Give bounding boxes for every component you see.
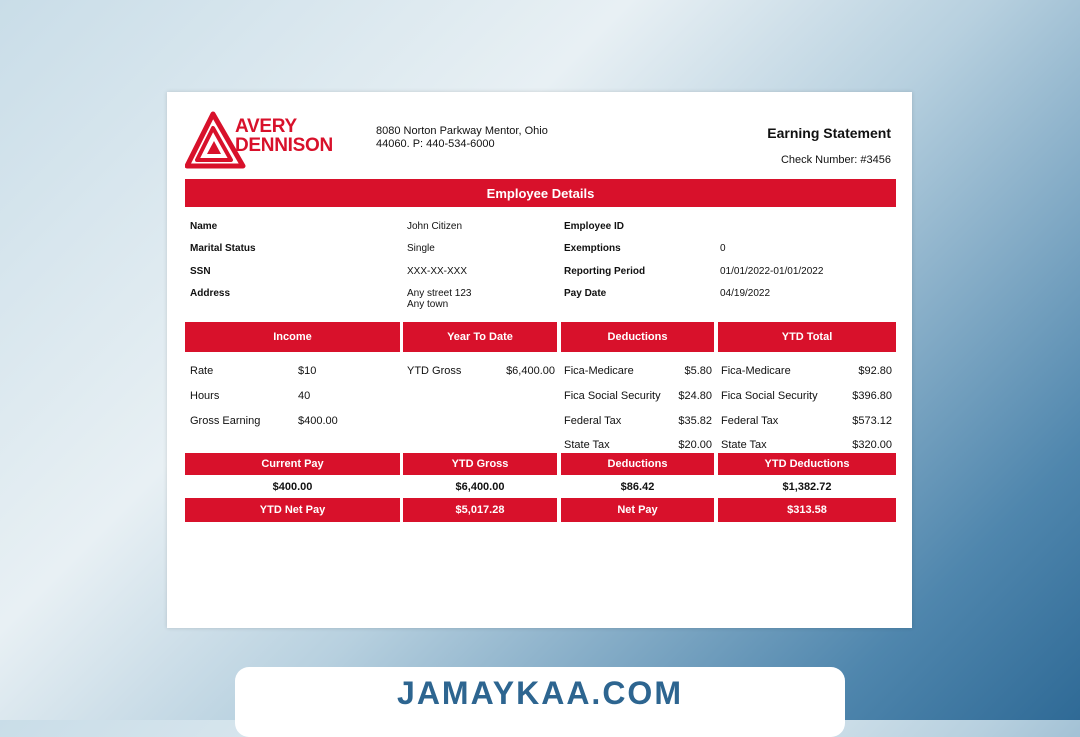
ssn-label: SSN — [190, 266, 211, 277]
ytd-net-pay-value: $5,017.28 — [403, 498, 557, 522]
income-hours-label: Hours — [190, 390, 220, 402]
address-value — [407, 288, 471, 310]
ytd-total-ss-label: Fica Social Security — [721, 390, 818, 402]
ytd-total-medicare-label: Fica-Medicare — [721, 365, 791, 377]
ytd-total-federal-label: Federal Tax — [721, 415, 779, 427]
ytd-header: Year To Date — [403, 322, 557, 352]
deduction-state-value: $20.00 — [678, 439, 712, 451]
income-gross-label: Gross Earning — [190, 415, 261, 427]
net-pay-value: $313.58 — [718, 498, 896, 522]
deductions-header: Deductions — [561, 322, 714, 352]
ytd-total-ss-value: $396.80 — [852, 390, 892, 402]
logo-line2: DENNISON — [235, 135, 333, 156]
current-pay-value: $400.00 — [272, 481, 313, 493]
paydate-value: 04/19/2022 — [720, 288, 771, 299]
marital-value: Single — [407, 243, 435, 254]
ytd-gross-header: YTD Gross — [403, 453, 557, 475]
pay-stub — [167, 92, 912, 628]
company-logo-text — [235, 118, 333, 156]
deduction-federal-value: $35.82 — [678, 415, 712, 427]
address-line2: 44060. P: 440-534-6000 — [376, 138, 495, 150]
net-pay-header: Net Pay — [561, 498, 714, 522]
watermark-banner — [235, 667, 845, 737]
income-rate-label: Rate — [190, 365, 214, 377]
company-address — [376, 125, 548, 151]
deduction-medicare-value: $5.80 — [684, 365, 712, 377]
income-header: Income — [185, 322, 400, 352]
name-label: Name — [190, 221, 218, 232]
paydate-label: Pay Date — [564, 288, 607, 299]
deduction-state-label: State Tax — [564, 439, 610, 451]
address-label: Address — [190, 288, 231, 299]
deduction-ss-label: Fica Social Security — [564, 390, 661, 402]
ytd-total-state-value: $320.00 — [852, 439, 892, 451]
employee-details-header: Employee Details — [185, 179, 896, 207]
site-name: JAMAYKAA.COM — [397, 675, 683, 711]
ytd-total-federal-value: $573.12 — [852, 415, 892, 427]
current-pay-header: Current Pay — [185, 453, 400, 475]
address-value-line2: Any town — [407, 299, 449, 310]
exemptions-label: Exemptions — [564, 243, 621, 254]
ssn-value: XXX-XX-XXX — [407, 266, 468, 277]
employee-id-label: Employee ID — [564, 221, 625, 232]
name-value: John Citizen — [407, 221, 463, 232]
ytd-deductions-header: YTD Deductions — [718, 453, 896, 475]
income-hours-value: 40 — [298, 390, 311, 402]
income-rate-value: $10 — [298, 365, 317, 377]
ytd-gross-value: $6,400.00 — [506, 365, 555, 377]
ytd-gross-label: YTD Gross — [407, 365, 462, 377]
ytd-deductions-value: $1,382.72 — [782, 481, 832, 493]
summary-deductions-value: $86.42 — [620, 481, 655, 493]
ytd-gross-total-value: $6,400.00 — [455, 481, 505, 493]
period-label: Reporting Period — [564, 266, 646, 277]
check-number: Check Number: #3456 — [780, 154, 891, 166]
address-value-line1: Any street 123 — [407, 288, 472, 299]
deduction-medicare-label: Fica-Medicare — [564, 365, 634, 377]
address-line1: 8080 Norton Parkway Mentor, Ohio — [376, 125, 548, 137]
marital-label: Marital Status — [190, 243, 256, 254]
ytd-net-pay-header: YTD Net Pay — [185, 498, 400, 522]
ytd-total-medicare-value: $92.80 — [858, 365, 892, 377]
income-gross-value: $400.00 — [298, 415, 338, 427]
statement-title: Earning Statement — [767, 125, 891, 141]
exemptions-value: 0 — [720, 243, 726, 254]
deduction-federal-label: Federal Tax — [564, 415, 622, 427]
deduction-ss-value: $24.80 — [678, 390, 712, 402]
summary-deductions-header: Deductions — [561, 453, 714, 475]
ytd-total-state-label: State Tax — [721, 439, 767, 451]
period-value: 01/01/2022-01/01/2022 — [720, 266, 824, 277]
logo-line1: AVERY — [235, 116, 297, 137]
ytd-total-header: YTD Total — [718, 322, 896, 352]
